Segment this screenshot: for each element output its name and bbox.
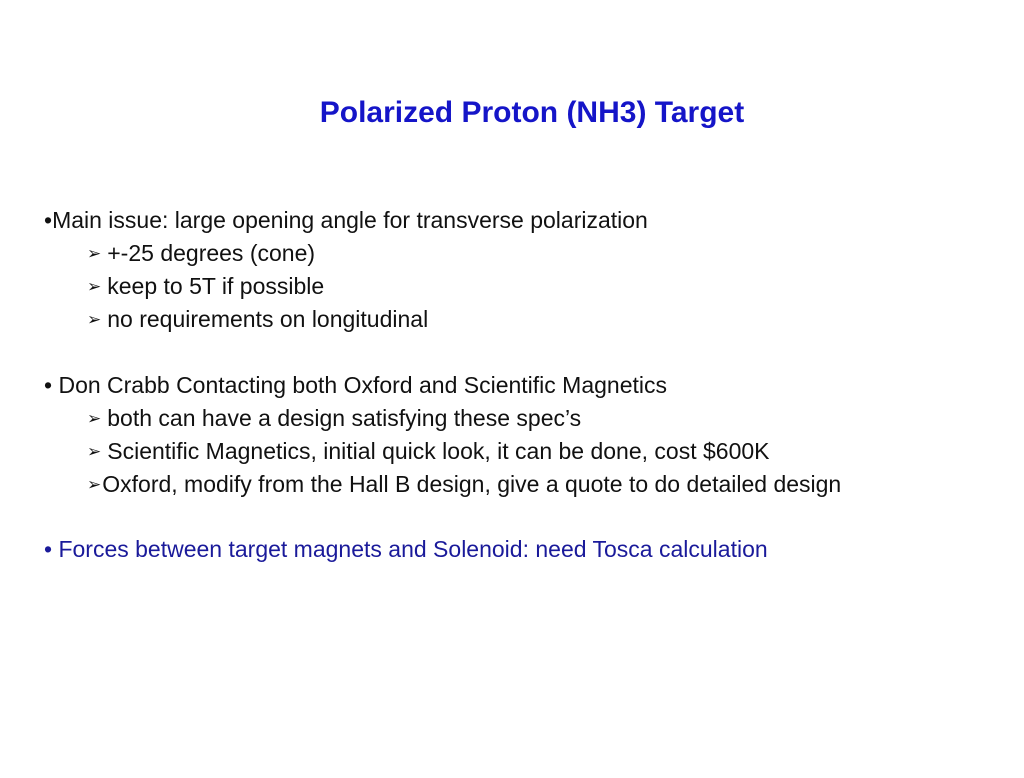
slide-title: Polarized Proton (NH3) Target (319, 96, 745, 129)
sub-bullet-item (87, 272, 324, 301)
arrow-bullet-icon: ➢ (87, 277, 102, 296)
sub-bullet-text: no requirements on longitudinal (107, 306, 429, 332)
sub-bullet-item (87, 437, 770, 466)
bullet-text: Forces between target magnets and Solenoid: need Tosca calculation (52, 536, 768, 562)
sub-bullet-item (87, 239, 315, 268)
bullet-item-forces (44, 535, 768, 563)
sub-bullet-text: Scientific Magnetics, initial quick look, it can be done, cost $600K (107, 438, 770, 464)
sub-bullet-text: keep to 5T if possible (107, 273, 325, 299)
sub-bullet-item (87, 470, 841, 499)
sub-bullet-text: Oxford, modify from the Hall B design, give a quote to do detailed design (102, 471, 842, 497)
bullet-item-don-crabb (44, 371, 667, 399)
sub-bullet-item (87, 404, 581, 433)
bullet-text: Main issue: large opening angle for transverse polarization (52, 207, 648, 233)
arrow-bullet-icon: ➢ (87, 475, 102, 494)
bullet-item-main-issue (44, 206, 648, 234)
bullet-text: Don Crabb Contacting both Oxford and Scientific Magnetics (52, 372, 667, 398)
bullet-glyph: • (44, 207, 53, 233)
arrow-bullet-icon: ➢ (87, 244, 102, 263)
arrow-bullet-icon: ➢ (87, 442, 102, 461)
bullet-glyph: • (44, 372, 53, 398)
arrow-bullet-icon: ➢ (87, 409, 102, 428)
arrow-bullet-icon: ➢ (87, 310, 102, 329)
bullet-glyph: • (44, 536, 53, 562)
sub-bullet-item (87, 305, 428, 334)
sub-bullet-text: +-25 degrees (cone) (107, 240, 316, 266)
sub-bullet-text: both can have a design satisfying these spec’s (107, 405, 582, 431)
